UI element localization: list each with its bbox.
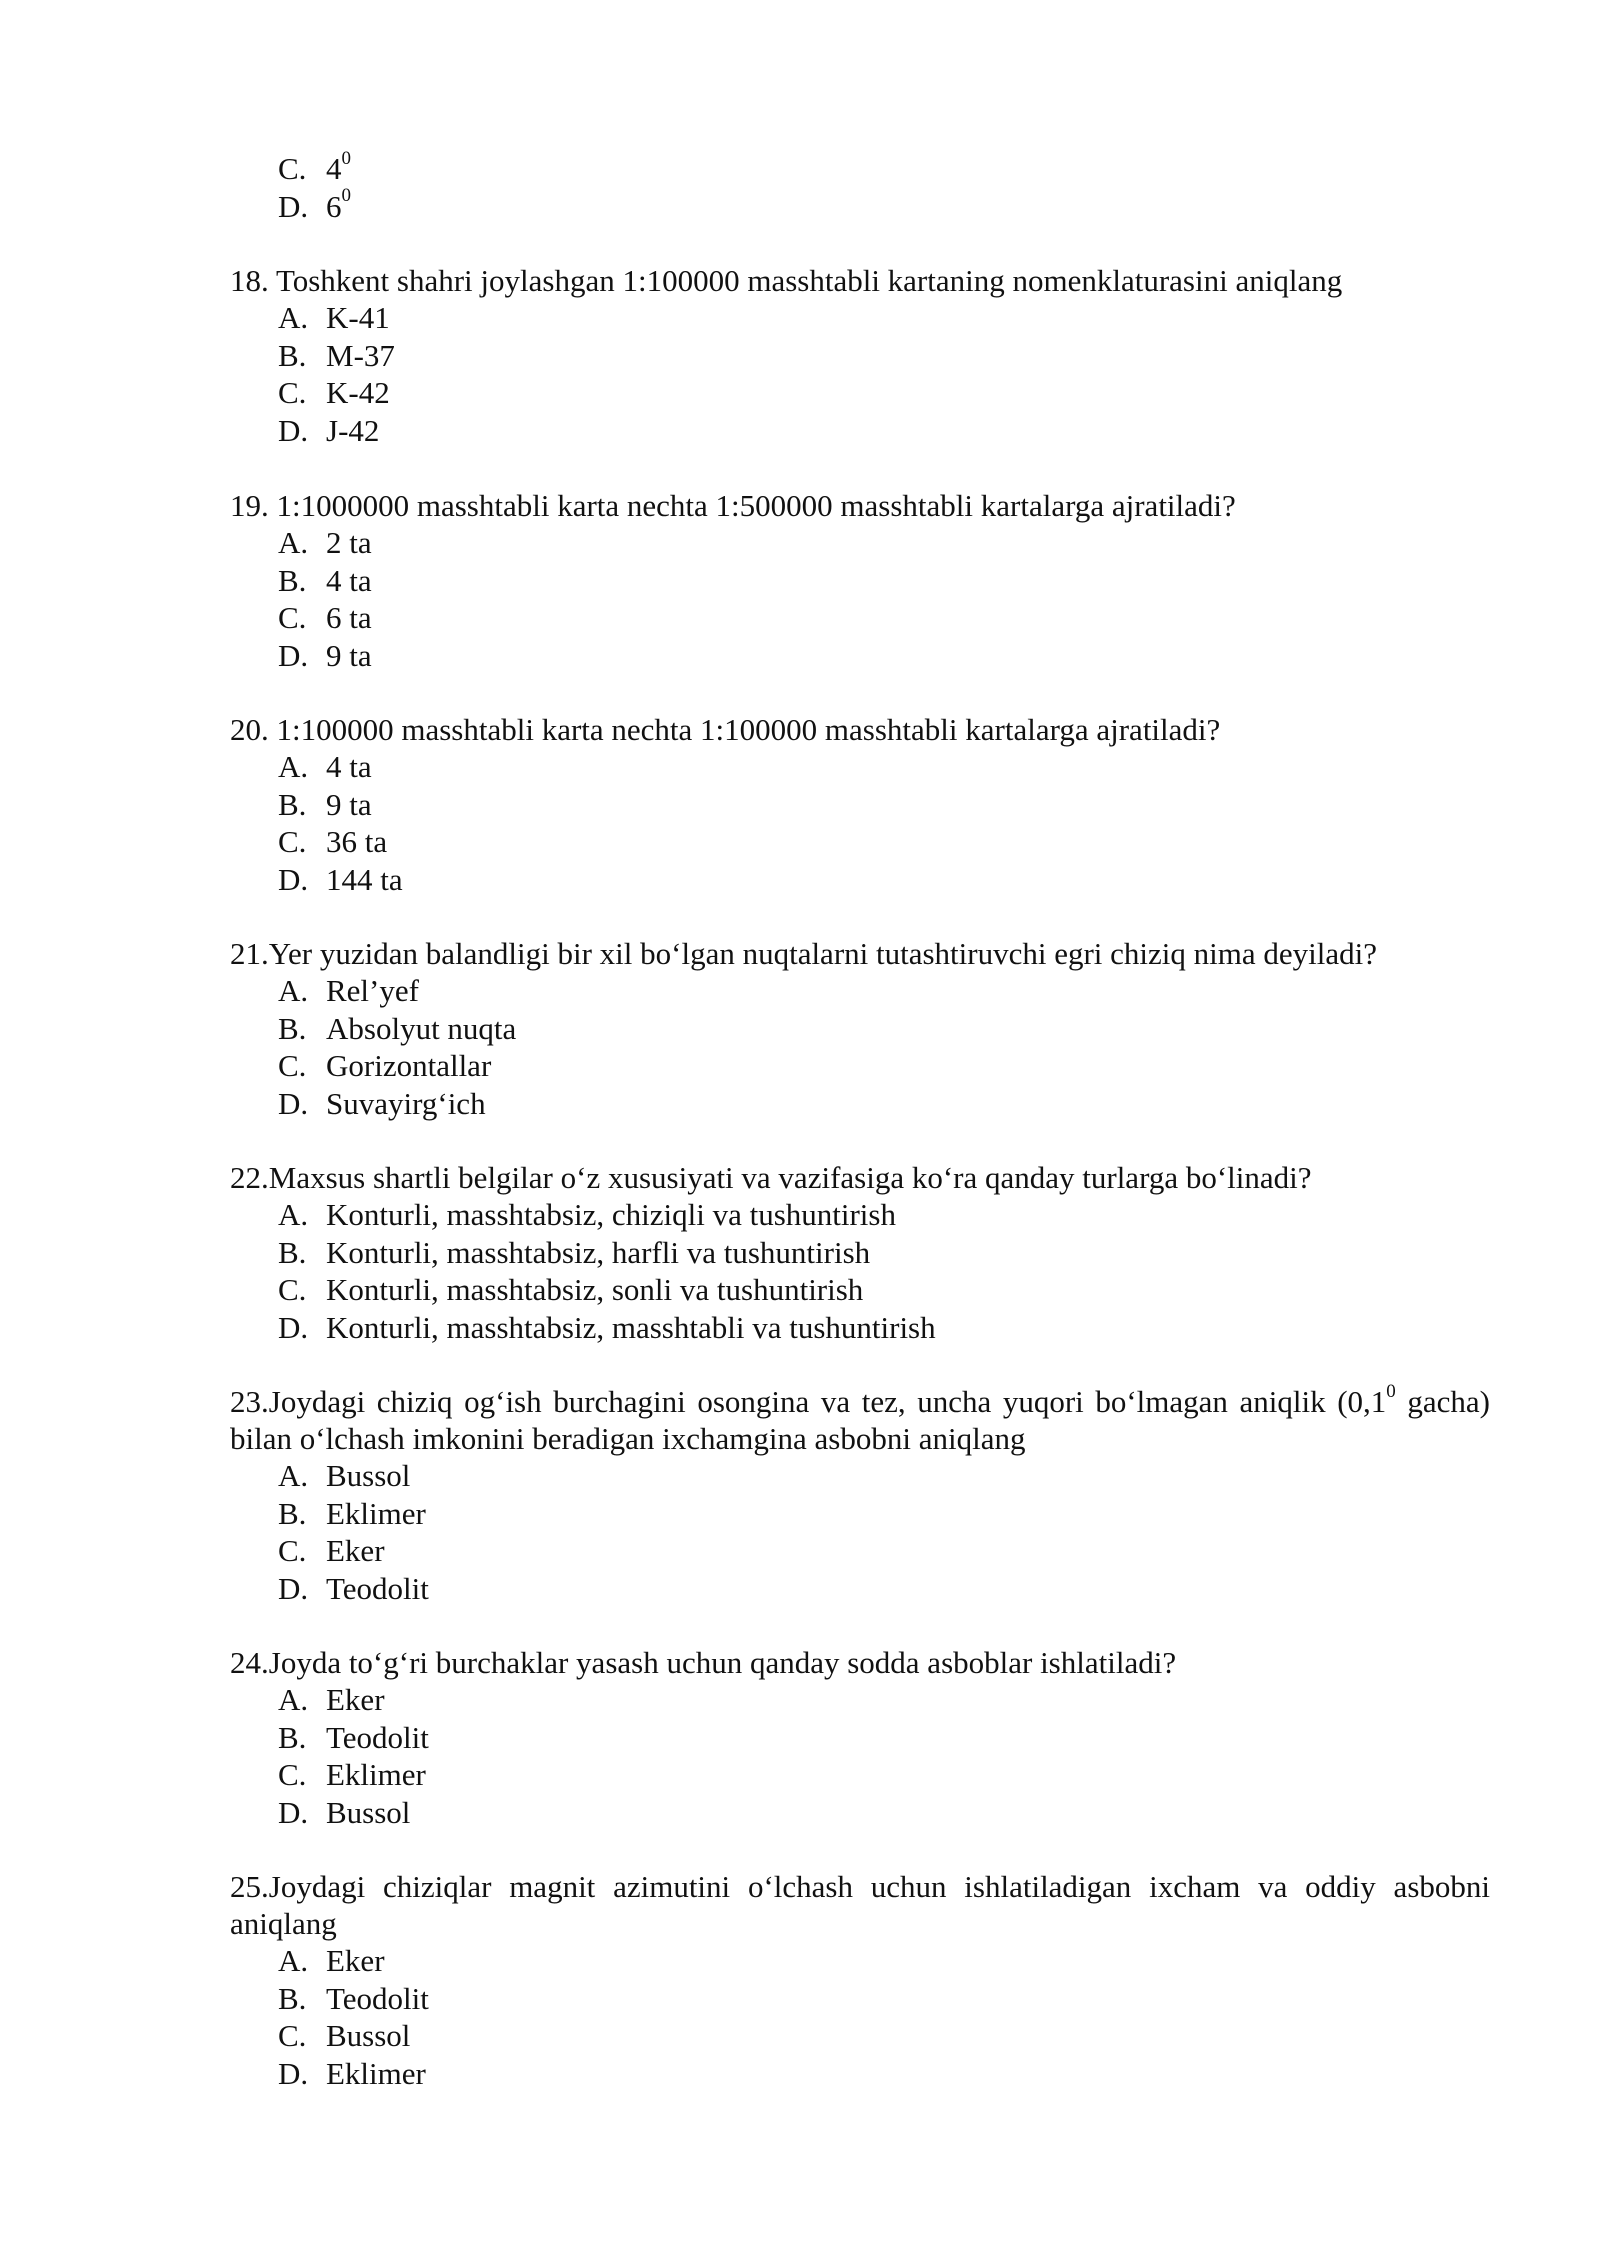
option-text: Konturli, masshtabsiz, harfli va tushuntirish [326, 1234, 871, 1270]
option-text: 9 ta [326, 637, 372, 673]
degree-superscript: 0 [341, 185, 351, 207]
option-d [278, 2055, 1490, 2093]
question-text: 25.Joydagi chiziqlar magnit azimutini o‘lchash uchun ishlatiladigan ixcham va oddiy asbobni aniqlang [230, 1869, 1490, 1941]
option-text: Bussol [326, 2018, 411, 2053]
option-d [278, 412, 1490, 450]
option-letter: C. [278, 375, 307, 410]
option-letter: C. [278, 1048, 307, 1083]
question-21 [230, 935, 1490, 1122]
option-a [278, 748, 1490, 786]
option-a [278, 1457, 1490, 1495]
option-c [278, 2017, 1490, 2055]
option-b [278, 1719, 1490, 1757]
option-b [278, 337, 1490, 375]
option-text: Teodolit [326, 1980, 429, 2016]
option-text: Eklimer [326, 2055, 426, 2091]
prelude-options [0, 147, 1600, 225]
option-c [278, 1047, 1490, 1085]
option-a [278, 1681, 1490, 1719]
option-c [278, 374, 1490, 412]
option-letter: D. [278, 1085, 309, 1121]
option-c [278, 1532, 1490, 1570]
answer-options [230, 299, 1490, 449]
option-text: 144 ta [326, 861, 403, 897]
question-19 [230, 487, 1490, 674]
option-text: Bussol [326, 1794, 411, 1830]
answer-options [230, 524, 1490, 674]
option-text: Suvayirg‘ich [326, 1085, 486, 1121]
option-letter: A. [278, 300, 309, 335]
question-text: 19. 1:1000000 masshtabli karta nechta 1:500000 masshtabli kartalarga ajratiladi? [230, 488, 1236, 523]
option-a [278, 1942, 1490, 1980]
option-d [278, 1309, 1490, 1347]
question-text [230, 1380, 1490, 1457]
option-letter: B. [278, 1495, 307, 1531]
option-text: K-42 [326, 375, 390, 410]
option-letter: A. [278, 1943, 309, 1978]
question-text: 21.Yer yuzidan balandligi bir xil bo‘lgan nuqtalarni tutashtiruvchi egri chiziq nima deyiladi? [230, 936, 1378, 971]
option-letter: A. [278, 1682, 309, 1717]
option-text: M-37 [326, 337, 395, 373]
question-25 [230, 1868, 1490, 2092]
option-letter: A. [278, 749, 309, 784]
answer-options [230, 1942, 1490, 2092]
option-text: 4 [326, 151, 342, 186]
question-text-part: 23.Joydagi chiziq og‘ish burchagini osongina va tez, uncha yuqori bo‘lmagan aniqlik (0,1 [230, 1384, 1387, 1419]
option-text: Bussol [326, 1458, 411, 1493]
option-c [278, 599, 1490, 637]
option-d [278, 637, 1490, 675]
degree-superscript: 0 [1386, 1380, 1396, 1402]
option-text: Eker [326, 1682, 385, 1717]
option-letter: D. [278, 637, 309, 673]
option-letter: C. [278, 151, 307, 186]
option-text: 4 ta [326, 562, 372, 598]
option-text: Rel’yef [326, 973, 419, 1008]
option-letter: D. [278, 1794, 309, 1830]
option-letter: C. [278, 824, 307, 859]
option-c [278, 823, 1490, 861]
option-b [278, 1010, 1490, 1048]
answer-options [230, 1457, 1490, 1607]
option-letter: B. [278, 786, 307, 822]
option-letter: B. [278, 1234, 307, 1270]
option-text: Eker [326, 1943, 385, 1978]
option-letter: B. [278, 1980, 307, 2016]
question-22 [230, 1159, 1490, 1346]
option-text: Eklimer [326, 1495, 426, 1531]
option-text: Konturli, masshtabsiz, sonli va tushuntirish [326, 1272, 864, 1307]
option-letter: D. [278, 861, 309, 897]
answer-options [230, 1196, 1490, 1346]
answer-options [230, 748, 1490, 898]
question-text: 22.Maxsus shartli belgilar o‘z xususiyati va vazifasiga ko‘ra qanday turlarga bo‘linadi? [230, 1160, 1312, 1195]
option-b [278, 1495, 1490, 1533]
option-a [278, 972, 1490, 1010]
question-text: 18. Toshkent shahri joylashgan 1:100000 masshtabli kartaning nomenklaturasini aniqlang [230, 263, 1343, 298]
option-text: Absolyut nuqta [326, 1010, 517, 1046]
question-20 [230, 711, 1490, 898]
question-24 [230, 1644, 1490, 1831]
question-text: 24.Joyda to‘g‘ri burchaklar yasash uchun qanday sodda asboblar ishlatiladi? [230, 1645, 1177, 1680]
option-text: Teodolit [326, 1570, 429, 1606]
option-text: 6 ta [326, 600, 372, 635]
option-letter: A. [278, 525, 309, 560]
option-letter: B. [278, 337, 307, 373]
option-a [278, 299, 1490, 337]
option-c [278, 147, 1600, 188]
option-letter: A. [278, 973, 309, 1008]
option-b [278, 786, 1490, 824]
option-letter: A. [278, 1197, 309, 1232]
option-letter: D. [278, 1309, 309, 1345]
option-letter: D. [278, 412, 309, 448]
option-text: Konturli, masshtabsiz, chiziqli va tushuntirish [326, 1197, 896, 1232]
option-text: 6 [326, 188, 342, 224]
degree-superscript: 0 [341, 147, 351, 169]
question-text: 20. 1:100000 masshtabli karta nechta 1:100000 masshtabli kartalarga ajratiladi? [230, 712, 1221, 747]
option-d [278, 1794, 1490, 1832]
option-d [278, 861, 1490, 899]
option-text: 2 ta [326, 525, 372, 560]
option-letter: D. [278, 188, 309, 224]
option-text: Eklimer [326, 1757, 426, 1792]
option-letter: C. [278, 1272, 307, 1307]
option-letter: A. [278, 1458, 309, 1493]
option-letter: B. [278, 1010, 307, 1046]
question-23 [230, 1380, 1490, 1607]
option-letter: C. [278, 1757, 307, 1792]
option-text: Eker [326, 1533, 385, 1568]
answer-options [230, 972, 1490, 1122]
option-text: Teodolit [326, 1719, 429, 1755]
answer-options [230, 1681, 1490, 1831]
option-letter: D. [278, 2055, 309, 2091]
option-letter: B. [278, 1719, 307, 1755]
option-b [278, 562, 1490, 600]
option-letter: C. [278, 600, 307, 635]
option-d [278, 1085, 1490, 1123]
option-text: K-41 [326, 300, 390, 335]
option-c [278, 1756, 1490, 1794]
question-text-part: gacha) bilan o‘lchash imkonini beradigan ixchamgina asbobni aniqlang [230, 1384, 1490, 1456]
option-d [278, 185, 1600, 226]
option-letter: B. [278, 562, 307, 598]
option-c [278, 1271, 1490, 1309]
option-b [278, 1234, 1490, 1272]
option-letter: C. [278, 2018, 307, 2053]
option-d [278, 1570, 1490, 1608]
option-letter: C. [278, 1533, 307, 1568]
option-b [278, 1980, 1490, 2018]
option-text: 36 ta [326, 824, 388, 859]
option-letter: D. [278, 1570, 309, 1606]
option-text: J-42 [326, 412, 380, 448]
option-text: 4 ta [326, 749, 372, 784]
option-text: Konturli, masshtabsiz, masshtabli va tushuntirish [326, 1309, 936, 1345]
option-a [278, 1196, 1490, 1234]
option-text: Gorizontallar [326, 1048, 492, 1083]
option-a [278, 524, 1490, 562]
option-text: 9 ta [326, 786, 372, 822]
question-18 [230, 262, 1490, 449]
